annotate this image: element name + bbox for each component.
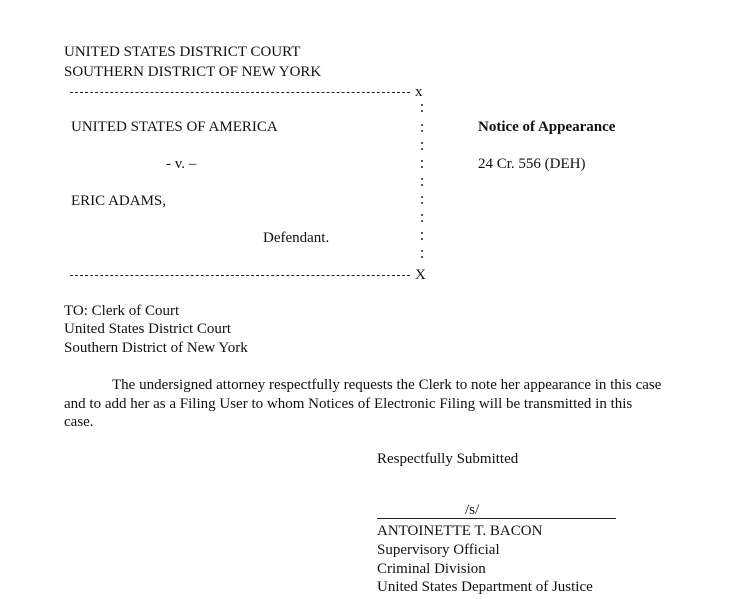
signature-line xyxy=(377,518,616,519)
addressee-line-2: United States District Court xyxy=(64,321,232,337)
caption-bottom-x: X xyxy=(415,267,426,283)
signer-department: United States Department of Justice xyxy=(377,579,593,595)
body-line-3: case. xyxy=(64,414,94,430)
defendant-name: ERIC ADAMS, xyxy=(71,193,167,209)
addressee-line-3: Southern District of New York xyxy=(64,340,248,356)
caption-bottom-dashed-line xyxy=(70,275,410,276)
defendant-role: Defendant. xyxy=(263,230,330,246)
signer-division: Criminal Division xyxy=(377,561,486,577)
body-line-2: and to add her as a Filing User to whom Notices of Electronic Filing will be transmitted in this xyxy=(64,396,633,412)
caption-top-x: x xyxy=(415,84,423,100)
caption-top-dashed-line xyxy=(70,92,410,93)
signer-name: ANTOINETTE T. BACON xyxy=(377,523,543,539)
versus-label: - v. – xyxy=(166,156,197,172)
closing-phrase: Respectfully Submitted xyxy=(377,451,519,467)
plaintiff-name: UNITED STATES OF AMERICA xyxy=(71,119,278,135)
court-name-line-2: SOUTHERN DISTRICT OF NEW YORK xyxy=(64,64,322,80)
addressee-line-1: TO: Clerk of Court xyxy=(64,303,180,319)
signer-title: Supervisory Official xyxy=(377,542,500,558)
court-name-line-1: UNITED STATES DISTRICT COURT xyxy=(64,44,301,60)
case-number: 24 Cr. 556 (DEH) xyxy=(478,156,586,172)
signature-mark: /s/ xyxy=(465,502,480,518)
notice-title: Notice of Appearance xyxy=(478,119,616,135)
body-line-1: The undersigned attorney respectfully requests the Clerk to note her appearance in this case xyxy=(112,377,662,393)
